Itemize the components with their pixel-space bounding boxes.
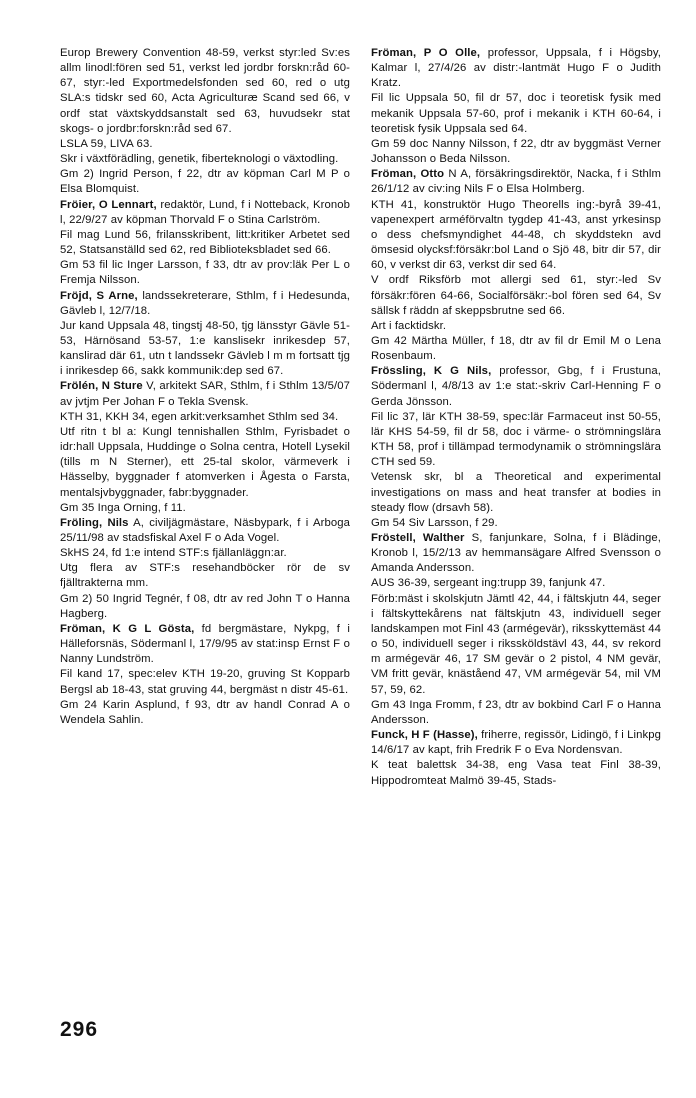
entry-paragraph xyxy=(60,516,350,546)
entry-text: Fil lic 37, lär KTH 38-59, spec:lär Farmaceut inst 50-55, lär KHS 54-59, fil dr 58, doc i värme- o strömningslära KTH 58, prof i tillämpad termodynamik o strömningslära CTH sed 59. xyxy=(371,410,661,469)
entry-detail xyxy=(60,410,350,425)
entry-text: Gm 24 Karin Asplund, f 93, dtr av handl Conrad A o Wendela Sahlin. xyxy=(60,698,350,726)
entry-text: Gm 35 Inga Orning, f 11. xyxy=(60,501,186,514)
entry-detail xyxy=(60,228,350,258)
entry-text: friherre, regissör, Lidingö, f i Linkpg 14/6/17 av kapt, frih Fredrik F o Eva Nordensvan. xyxy=(371,729,661,757)
entry-text: Skr i växtförädling, genetik, fiberteknologi o växtodling. xyxy=(60,153,339,166)
entry-detail xyxy=(60,137,350,152)
entry-paragraph xyxy=(371,728,661,758)
entry-paragraph xyxy=(371,46,661,91)
entry-text: Fil lic Uppsala 50, fil dr 57, doc i teoretisk fysik med mekanik Uppsala 57-60, prof i mekanik i KTH 60-64, i teoretisk fysik Uppsala sed 64. xyxy=(371,92,661,135)
entry-name: Fröman, Otto xyxy=(371,168,445,181)
entry-text: Vetensk skr, bl a Theoretical and experimental investigations on mass and heat transfer at bodies in steady flow (drsavh 58). xyxy=(371,471,661,514)
entry-detail xyxy=(371,470,661,515)
entry-detail xyxy=(60,592,350,622)
entry-detail xyxy=(60,501,350,516)
entry-paragraph xyxy=(60,622,350,667)
entry-text: Gm 54 Siv Larsson, f 29. xyxy=(371,516,498,529)
entry-name: Fröman, P O Olle, xyxy=(371,47,481,59)
entry-detail xyxy=(371,273,661,318)
entry-text: N A, försäkringsdirektör, Nacka, f i Sthlm 26/1/12 av civ:ing Nils F o Elsa Holmberg. xyxy=(371,168,661,196)
entry-detail xyxy=(60,167,350,197)
entry-detail xyxy=(371,198,661,274)
entry-paragraph xyxy=(371,364,661,409)
entry-text: Gm 43 Inga Fromm, f 23, dtr av bokbind Carl F o Hanna Andersson. xyxy=(371,698,661,726)
entry-detail xyxy=(371,576,661,591)
entry-text: S, fanjunkare, Solna, f i Blädinge, Kronob l, 15/2/13 av hemmansägare Alfred Svensson o Amanda Andersson. xyxy=(371,532,661,575)
entry-detail xyxy=(371,758,661,788)
page-number: 296 xyxy=(60,1018,99,1041)
entry-paragraph xyxy=(60,289,350,319)
entry-text: Utg flera av STF:s resehandböcker rör de sv fjälltrakterna mm. xyxy=(60,562,350,590)
entry-text: Förb:mäst i skolskjutn Jämtl 42, 44, i fältskjutn 44, seger i fältskyttekårens nat fältskjutn 43, individuell seger landskampen mot Finl 43 (armégevär), riksskyttemäst 44 o 50, individuell seger i rikssköldstävl 43, 44, sv rekord m armégevär 46, 17 SM gevär o 2 pistol, 4 NM gevär, VM fritt gevär, knäståend 47, VM armégevär 54, mil VM 57, 59, 62. xyxy=(371,592,661,696)
entry-detail xyxy=(371,91,661,136)
entry-text: Fil kand 17, spec:elev KTH 19-20, gruving St Kopparb Bergsl ab 18-43, stat gruving 44, bergmäst n distr 45-61. xyxy=(60,668,350,696)
entry-text: Gm 2) Ingrid Person, f 22, dtr av köpman Carl M P o Elsa Blomquist. xyxy=(60,168,350,196)
entry-text: Gm 53 fil lic Inger Larsson, f 33, dtr av prov:läk Per L o Fremja Nilsson. xyxy=(60,259,350,287)
entry-detail xyxy=(60,319,350,380)
entry-detail xyxy=(60,561,350,591)
entry-name: Frölén, N Sture xyxy=(60,380,143,393)
entry-text: K teat balettsk 34-38, eng Vasa teat Finl 38-39, Hippodromteat Malmö 39-45, Stads- xyxy=(371,759,661,787)
entry-name: Fröjd, S Arne, xyxy=(60,289,138,302)
entry-text: KTH 41, konstruktör Hugo Theorells ing:-byrå 39-41, vapenexpert arméförvaltn tygdep 41-43, anst yrkesinsp o dess chefsmyndighet 44-48, ch skyddstekn avd ömsesid olycksf:försäkr:bol Land o Sjö 48, bitr dir 57, dir 60, v verkst dir 63, verkst dir sed 64. xyxy=(371,198,661,272)
entry-text: A, civiljägmästare, Näsbypark, f i Arboga 25/11/98 av stadsfiskal Axel F o Ada Vogel. xyxy=(60,516,350,544)
entry-text: Gm 2) 50 Ingrid Tegnér, f 08, dtr av red John T o Hanna Hagberg. xyxy=(60,592,350,620)
entry-text: V ordf Riksförb mot allergi sed 61, styr:-led Sv försäkr:fören 64-66, Socialförsäkr:-bol fören sed 64, Sv sällsk f räddn af skeppsbrutne sed 66. xyxy=(371,274,661,317)
entry-detail xyxy=(371,137,661,167)
entry-detail xyxy=(371,334,661,364)
entry-detail xyxy=(60,425,350,501)
entry-text: AUS 36-39, sergeant ing:trupp 39, fanjunk 47. xyxy=(371,577,606,590)
entry-text: Gm 59 doc Nanny Nilsson, f 22, dtr av byggmäst Verner Johansson o Beda Nilsson. xyxy=(371,137,661,166)
entry-text: SkHS 24, fd 1:e intend STF:s fjällanläggn:ar. xyxy=(60,547,287,560)
entry-text: Art i facktidskr. xyxy=(371,319,447,332)
right-column xyxy=(371,46,661,789)
entry-detail xyxy=(371,319,661,334)
entry-name: Frössling, K G Nils, xyxy=(371,365,492,378)
entry-paragraph xyxy=(60,379,350,409)
entry-detail xyxy=(60,258,350,288)
entry-text: Fil mag Lund 56, frilansskribent, litt:kritiker Arbetet sed 52, Statsanställd sed 62, red Biblioteksbladet sed 66. xyxy=(60,228,350,257)
entry-detail xyxy=(60,46,350,137)
entry-name: Fröman, K G L Gösta, xyxy=(60,622,195,635)
entry-paragraph xyxy=(60,198,350,228)
entry-name: Funck, H F (Hasse), xyxy=(371,729,478,742)
entry-detail xyxy=(371,516,661,531)
entry-name: Fröling, Nils xyxy=(60,516,129,529)
entry-detail xyxy=(371,592,661,698)
entry-text: KTH 31, KKH 34, egen arkit:verksamhet Sthlm sed 34. xyxy=(60,410,339,423)
entry-detail xyxy=(371,698,661,728)
entry-text: professor, Uppsala, f i Högsby, Kalmar l, 27/4/26 av distr:-lantmät Hugo F o Judith Kratz. xyxy=(371,47,661,90)
entry-text: Jur kand Uppsala 48, tingstj 48-50, tjg länsstyr Gävle 51-53, Härnösand 53-57, 1:e kanslisekr inrikesdep 57, kanslirad där 61, utn t landssekr Gävleb l m m fortsatt tjg i inrikesdep 66, sakk kommunik:dep sed 67. xyxy=(60,319,350,378)
entry-name: Fröier, O Lennart, xyxy=(60,198,157,211)
entry-text: LSLA 59, LIVA 63. xyxy=(60,137,153,150)
entry-text: Utf ritn t bl a: Kungl tennishallen Sthlm, Fyrisbadet o idr:hall Uppsala, Huddinge o Solna centra, Hotell Lysekil (tills m N Sterner), ett 25-tal skolor, värmeverk i Hässelby, byggnader f atomverken i Ågesta o Farsta, mentalsjvbyggnader, fabr:byggnader. xyxy=(60,425,350,499)
entry-detail xyxy=(60,698,350,728)
entry-text: fd bergmästare, Nykpg, f i Hälleforsnäs, Södermanl l, 17/9/95 av stat:insp Ernst F o Nanny Lundström. xyxy=(60,622,350,666)
entry-detail xyxy=(60,546,350,561)
entry-detail xyxy=(371,410,661,471)
entry-text: landssekreterare, Sthlm, f i Hedesunda, Gävleb l, 12/7/18. xyxy=(60,289,351,317)
entry-text: redaktör, Lund, f i Notteback, Kronob l, 22/9/27 av köpman Thorvald F o Stina Carlström. xyxy=(60,198,350,226)
entry-paragraph xyxy=(371,167,661,197)
entry-text: professor, Gbg, f i Frustuna, Södermanl l, 4/8/13 av 1:e stat:-skriv Carl-Henning F o Gerda Jönsson. xyxy=(371,365,661,408)
entry-text: Europ Brewery Convention 48-59, verkst styr:led Sv:es allm linodl:fören sed 51, verkst led jordbr forskn:råd 60-67, styr:-led Exportmedelsfonden sed 60, red o utg SLA:s tidskr sed 60, Acta Agriculturæ Scand sed 66, v ordf stat växtskyddsanstalt sed 63, huvudsekr stat skogs- o jordbr:forskn:råd sed 67. xyxy=(60,47,350,135)
entry-detail xyxy=(60,667,350,697)
entry-text: Gm 42 Märtha Müller, f 18, dtr av fil dr Emil M o Lena Rosenbaum. xyxy=(371,334,661,363)
left-column xyxy=(60,46,350,728)
entry-detail xyxy=(60,152,350,167)
entry-paragraph xyxy=(371,531,661,576)
entry-name: Fröstell, Walther xyxy=(371,532,465,544)
entry-text: V, arkitekt SAR, Sthlm, f i Sthlm 13/5/07 av jvtjm Per Johan F o Tekla Svensk. xyxy=(60,380,350,408)
